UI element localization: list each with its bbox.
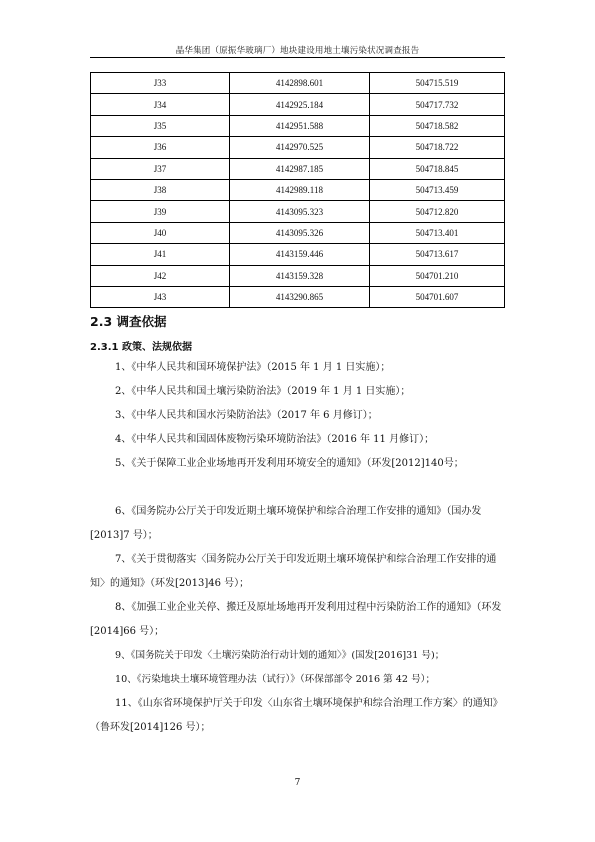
list-item: 11、《山东省环境保护厅关于印发〈山东省土壤环境保护和综合治理工作方案〉的通知》（鲁环发[2014]126 号）；: [90, 698, 503, 733]
point-id-cell: J43: [91, 286, 230, 307]
y-coordinate-cell: 504701.210: [370, 265, 505, 286]
list-item: 8、《加强工业企业关停、搬迁及原址场地再开发利用过程中污染防治工作的通知》（环发[2014]66 号）；: [90, 602, 502, 637]
table-row: [91, 286, 505, 307]
header-rule: [90, 57, 505, 58]
point-id-cell: J40: [91, 222, 230, 243]
table-row: [91, 73, 505, 94]
y-coordinate-cell: 504713.459: [370, 179, 505, 200]
point-id-cell: J38: [91, 179, 230, 200]
x-coordinate-cell: 4142970.525: [230, 137, 370, 158]
x-coordinate-cell: 4142989.118: [230, 179, 370, 200]
point-id-cell: J33: [91, 73, 230, 94]
list-item: 7、《关于贯彻落实〈国务院办公厅关于印发近期土壤环境保护和综合治理工作安排的通知〉的通知》（环发[2013]46 号）；: [90, 554, 497, 589]
list-item: 2、《中华人民共和国土壤污染防治法》（2019 年 1 月 1 日实施）；: [115, 386, 411, 397]
y-coordinate-cell: 504718.582: [370, 115, 505, 136]
point-id-cell: J37: [91, 158, 230, 179]
page-header: 晶华集团（原振华玻璃厂）地块建设用地土壤污染状况调查报告: [175, 46, 420, 56]
x-coordinate-cell: 4143159.328: [230, 265, 370, 286]
x-coordinate-cell: 4142951.588: [230, 115, 370, 136]
x-coordinate-cell: 4143290.865: [230, 286, 370, 307]
table-row: [91, 179, 505, 200]
table-row: [91, 115, 505, 136]
table-row: [91, 222, 505, 243]
table-row: [91, 158, 505, 179]
subsection-heading: 2.3.1 政策、法规依据: [90, 342, 192, 353]
x-coordinate-cell: 4142987.185: [230, 158, 370, 179]
point-id-cell: J42: [91, 265, 230, 286]
y-coordinate-cell: 504715.519: [370, 73, 505, 94]
x-coordinate-cell: 4142925.184: [230, 94, 370, 115]
list-item: 5、《关于保障工业企业场地再开发利用环境安全的通知》（环发[2012]140号；: [115, 458, 464, 469]
table-row: [91, 94, 505, 115]
y-coordinate-cell: 504713.401: [370, 222, 505, 243]
table-row: [91, 137, 505, 158]
point-id-cell: J34: [91, 94, 230, 115]
list-item: 10、《污染地块土壤环境管理办法（试行）》（环保部部令 2016 第 42 号）；: [115, 674, 436, 685]
y-coordinate-cell: 504701.607: [370, 286, 505, 307]
page-number: 7: [294, 778, 301, 788]
point-id-cell: J39: [91, 201, 230, 222]
x-coordinate-cell: 4142898.601: [230, 73, 370, 94]
list-item: 4、《中华人民共和国固体废物污染环境防治法》（2016 年 11 月修订）；: [115, 434, 435, 445]
list-item: 6、《国务院办公厅关于印发近期土壤环境保护和综合治理工作安排的通知》（国办发[2013]7 号）；: [90, 506, 482, 541]
x-coordinate-cell: 4143159.446: [230, 244, 370, 265]
table-row: [91, 201, 505, 222]
list-item: 3、《中华人民共和国水污染防治法》（2017 年 6 月修订）；: [115, 410, 378, 421]
list-item: 9、《国务院关于印发〈土壤污染防治行动计划的通知〉》(国发[2016]31 号)；: [115, 650, 445, 661]
point-id-cell: J41: [91, 244, 230, 265]
y-coordinate-cell: 504718.845: [370, 158, 505, 179]
table-row: [91, 265, 505, 286]
section-heading: 2.3 调查依据: [90, 314, 167, 329]
list-item: 1、《中华人民共和国环境保护法》（2015 年 1 月 1 日实施）；: [115, 362, 391, 373]
y-coordinate-cell: 504718.722: [370, 137, 505, 158]
x-coordinate-cell: 4143095.323: [230, 201, 370, 222]
y-coordinate-cell: 504713.617: [370, 244, 505, 265]
x-coordinate-cell: 4143095.326: [230, 222, 370, 243]
point-id-cell: J36: [91, 137, 230, 158]
point-id-cell: J35: [91, 115, 230, 136]
table-row: [91, 244, 505, 265]
y-coordinate-cell: 504717.732: [370, 94, 505, 115]
coordinates-table: [90, 72, 505, 308]
y-coordinate-cell: 504712.820: [370, 201, 505, 222]
